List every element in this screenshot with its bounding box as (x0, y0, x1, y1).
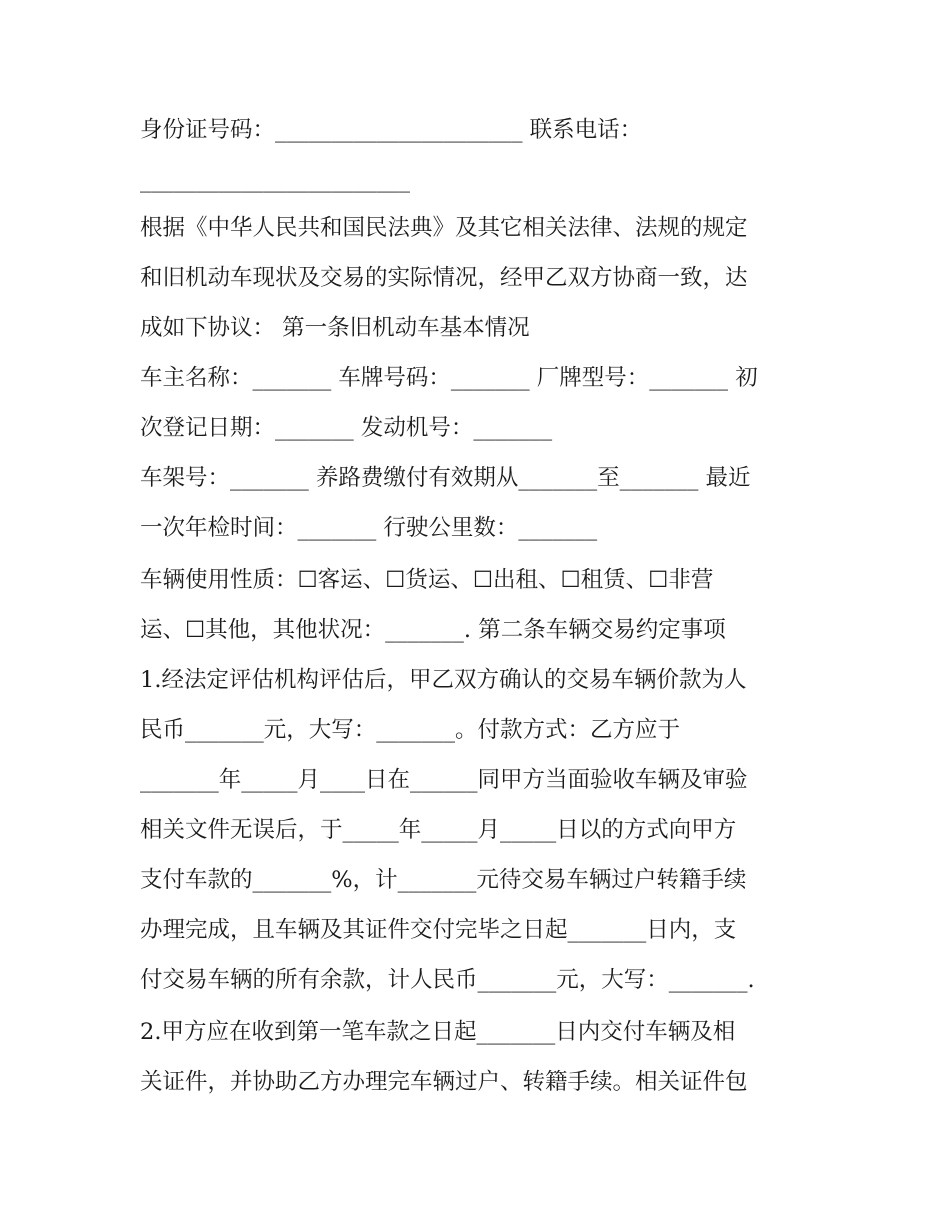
text-line-clause-2-documents: 关证件，并协助乙方办理完车辆过户、转籍手续。相关证件包 (140, 1069, 748, 1095)
text-line-clause-1-price: 1.经法定评估机构评估后，甲乙双方确认的交易车辆价款为人 (140, 667, 747, 693)
text-line-clause-1-balance: 付交易车辆的所有余款，计人民币_______元，大写：_______. (140, 967, 755, 993)
text-line-legal-basis: 根据《中华人民共和国民法典》及其它相关法律、法规的规定 (140, 215, 748, 241)
text-line-clause-1-payment-date: 相关文件无误后，于_____年_____月_____日以的方式向甲方 (140, 817, 737, 843)
text-line-negotiation: 和旧机动车现状及交易的实际情况，经甲乙双方协商一致，达 (140, 265, 748, 291)
text-line-clause-1-percent: 支付车款的_______%，计_______元待交易车辆过户转籍手续 (140, 867, 747, 893)
text-line-usage-type: 车辆使用性质：☐客运、☐货运、☐出租、☐租赁、☐非营 (140, 567, 714, 593)
text-line-owner-plate-model: 车主名称：_______ 车牌号码：_______ 厂牌型号：_______ 初 (140, 365, 758, 391)
text-line-frame-road-fee: 车架号：_______ 养路费缴付有效期从_______至_______ 最近 (140, 465, 751, 491)
text-line-phone-blank: ________________________ (140, 167, 410, 193)
text-line-usage-other-article-two: 运、☐其他，其他状况：_______. 第二条车辆交易约定事项 (140, 617, 726, 643)
text-line-registration-engine: 次登记日期：_______ 发动机号：_______ (140, 415, 553, 441)
text-line-inspection-mileage: 一次年检时间：_______ 行驶公里数：_______ (140, 515, 598, 541)
text-line-clause-1-completion: 办理完成，且车辆及其证件交付完毕之日起_______日内，支 (140, 917, 737, 943)
text-line-id-number-phone: 身份证号码：______________________ 联系电话： (140, 117, 643, 143)
text-line-article-one-heading: 成如下协议： 第一条旧机动车基本情况 (140, 315, 530, 341)
text-line-clause-2-delivery: 2.甲方应在收到第一笔车款之日起_______日内交付车辆及相 (140, 1019, 736, 1045)
text-line-clause-1-date: _______年_____月____日在______同甲方当面验收车辆及审验 (140, 767, 748, 793)
text-line-clause-1-amount: 民币_______元，大写：_______。付款方式：乙方应于 (140, 717, 681, 743)
